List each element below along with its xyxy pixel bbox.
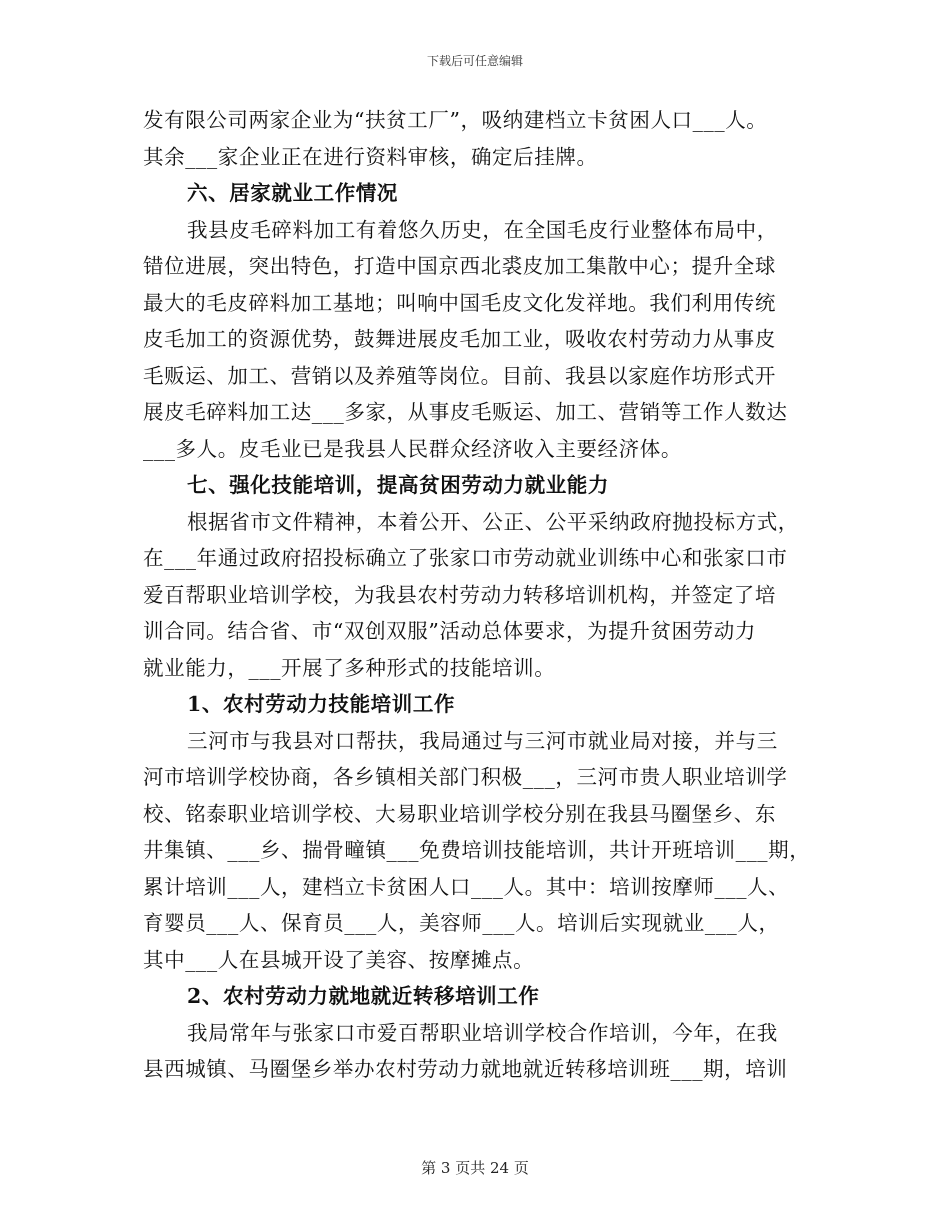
body-line: 就业能力，___开展了多种形式的技能培训。 bbox=[143, 655, 556, 680]
paragraph-start: 根据省市文件精神，本着公开、公正、公平采纳政府抛投标方式， bbox=[187, 509, 799, 534]
document-body bbox=[143, 102, 815, 1088]
body-line: 其中___人在县城开设了美容、按摩摊点。 bbox=[143, 947, 535, 972]
section-heading-6: 六、居家就业工作情况 bbox=[187, 181, 398, 205]
body-line: 爱百帮职业培训学校，为我县农村劳动力转移培训机构，并签定了培 bbox=[143, 582, 776, 607]
page-number: 第 3 页共 24 页 bbox=[421, 1159, 529, 1177]
body-line: 毛贩运、加工、营销以及养殖等岗位。目前、我县以家庭作坊形式开 bbox=[143, 363, 776, 388]
body-line: 错位进展，突出特色，打造中国京西北裘皮加工集散中心；提升全球 bbox=[143, 254, 776, 278]
body-line: 皮毛加工的资源优势，鼓舞进展皮毛加工业，吸收农村劳动力从事皮 bbox=[143, 327, 776, 351]
body-line: 井集镇、___乡、揣骨疃镇___免费培训技能培训，共计开班培训___期， bbox=[143, 838, 811, 862]
body-line: 累计培训___人，建档立卡贫困人口___人。其中：培训按摩师___人、 bbox=[143, 874, 790, 899]
body-line: 育婴员___人、保育员___人，美容师___人。培训后实现就业___人， bbox=[143, 911, 780, 935]
body-line: 训合同。结合省、市“双创双服”活动总体要求，为提升贫困劳动力 bbox=[143, 619, 756, 643]
paragraph-start: 三河市与我县对口帮扶，我局通过与三河市就业局对接，并与三 bbox=[187, 728, 778, 753]
body-line: 最大的毛皮碎料加工基地；叫响中国毛皮文化发祥地。我们利用传统 bbox=[143, 290, 776, 315]
section-heading-7: 七、强化技能培训，提高贫困劳动力就业能力 bbox=[187, 473, 609, 497]
body-line: 其余___家企业正在进行资料审核，确定后挂牌。 bbox=[143, 144, 598, 169]
body-line: 县西城镇、马圈堡乡举办农村劳动力就地就近转移培训班___期，培训 bbox=[143, 1057, 788, 1081]
page-header: 下载后可任意编辑 bbox=[426, 54, 523, 68]
body-line: 河市培训学校协商，各乡镇相关部门积极___，三河市贵人职业培训学 bbox=[143, 765, 788, 789]
paragraph-start: 我局常年与张家口市爱百帮职业培训学校合作培训，今年，在我 bbox=[187, 1020, 778, 1045]
body-line: 校、铭泰职业培训学校、大易职业培训学校分别在我县马圈堡乡、东 bbox=[143, 801, 776, 826]
body-line: 展皮毛碎料加工达___多家，从事皮毛贩运、加工、营销等工作人数达 bbox=[143, 400, 788, 424]
body-line: 在___年通过政府招投标确立了张家口市劳动就业训练中心和张家口市 bbox=[143, 546, 788, 570]
paragraph-start: 我县皮毛碎料加工有着悠久历史，在全国毛皮行业整体布局中， bbox=[187, 217, 778, 242]
subsection-heading-2: 2、农村劳动力就地就近转移培训工作 bbox=[187, 984, 540, 1008]
subsection-heading-1: 1、农村劳动力技能培训工作 bbox=[187, 692, 456, 716]
body-line: 发有限公司两家企业为“扶贫工厂”，吸纳建档立卡贫困人口___人。 bbox=[143, 108, 768, 132]
body-line: ___多人。皮毛业已是我县人民群众经济收入主要经济体。 bbox=[143, 436, 682, 461]
